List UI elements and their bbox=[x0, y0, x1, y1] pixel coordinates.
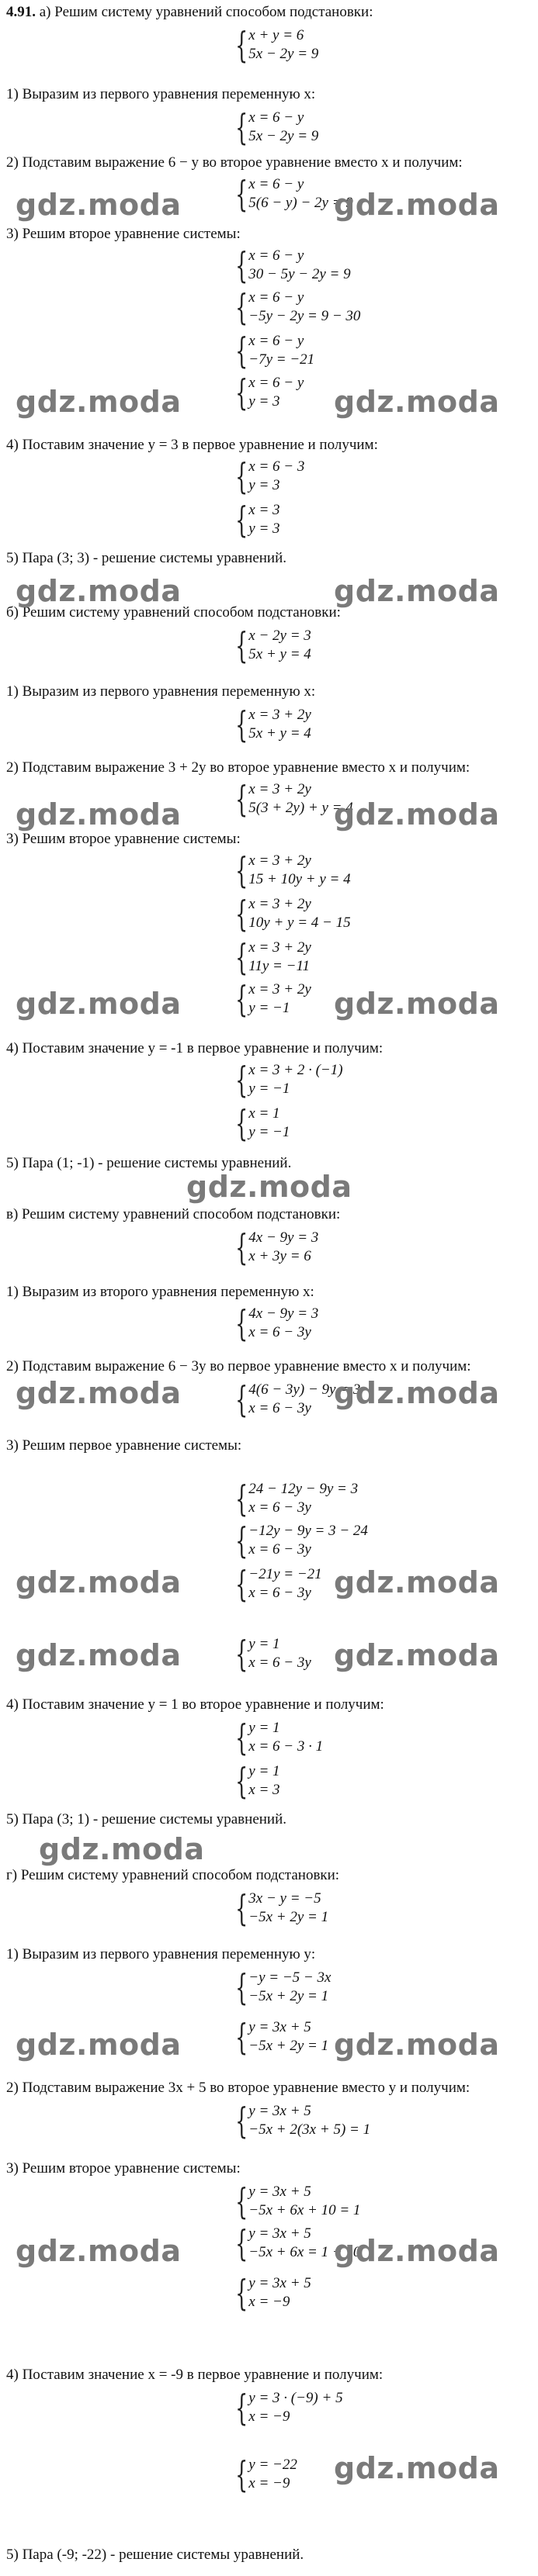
text-line: 1) Выразим из первого уравнения переменную x: bbox=[6, 86, 316, 102]
equation-system bbox=[225, 330, 315, 372]
equation: x = 3 + 2 · (−1) bbox=[248, 1062, 343, 1078]
equation-rows bbox=[248, 332, 314, 369]
equation: y = 3 bbox=[248, 477, 280, 493]
equation-rows bbox=[248, 2102, 370, 2139]
equation-system bbox=[225, 1302, 319, 1344]
brace-icon: { bbox=[235, 330, 248, 372]
brace-icon: { bbox=[235, 624, 248, 666]
equation: y = 3x + 5 bbox=[248, 2103, 311, 2119]
equation-rows bbox=[248, 1719, 323, 1756]
equation: x = 3 bbox=[248, 1782, 280, 1798]
equation-system bbox=[225, 1633, 311, 1675]
equation: x + y = 6 bbox=[248, 27, 304, 43]
watermark: gdz.moda bbox=[16, 1376, 182, 1410]
brace-icon: { bbox=[235, 286, 248, 328]
equation-rows bbox=[248, 939, 311, 976]
text-line: 1) Выразим из первого уравнения переменную x: bbox=[6, 683, 316, 700]
equation: y = 1 bbox=[248, 1636, 280, 1652]
text-line: 3) Решим первое уравнение системы: bbox=[6, 1437, 242, 1454]
equation: x = 6 − y bbox=[248, 375, 304, 391]
equation: 24 − 12y − 9y = 3 bbox=[248, 1481, 359, 1497]
brace-icon: { bbox=[235, 1102, 248, 1144]
equation: −21y = −21 bbox=[248, 1566, 322, 1582]
brace-icon: { bbox=[235, 2016, 248, 2058]
equation-system bbox=[225, 936, 311, 978]
equation-rows bbox=[248, 1105, 290, 1142]
equation: x = 6 − 3 · 1 bbox=[248, 1738, 324, 1755]
problem-statement: а) Решим систему уравнений способом подстановки: bbox=[36, 4, 373, 20]
equation-rows bbox=[248, 895, 350, 932]
equation: −5x + 2y = 1 bbox=[248, 1909, 329, 1925]
equation-system bbox=[225, 106, 319, 148]
equation: x = 3 + 2y bbox=[248, 939, 311, 956]
equation: 5x − 2y = 9 bbox=[248, 46, 319, 62]
equation-system bbox=[225, 2272, 311, 2314]
equation: x = 3 bbox=[248, 502, 280, 518]
watermark: gdz.moda bbox=[334, 2028, 500, 2062]
equation: x = 6 − y bbox=[248, 247, 304, 264]
equation: x = 3 + 2y bbox=[248, 781, 311, 797]
brace-icon: { bbox=[235, 1226, 248, 1268]
watermark: gdz.moda bbox=[334, 1565, 500, 1599]
watermark: gdz.moda bbox=[16, 2028, 182, 2062]
equation: x = 3 + 2y bbox=[248, 707, 311, 723]
brace-icon: { bbox=[235, 849, 248, 891]
equation-rows bbox=[248, 852, 350, 889]
equation: −y = −5 − 3x bbox=[248, 1969, 331, 1986]
text-line: в) Решим систему уравнений способом подстановки: bbox=[6, 1206, 341, 1222]
equation-rows bbox=[248, 1305, 318, 1342]
equation: x = 6 − 3y bbox=[248, 1585, 311, 1601]
watermark: gdz.moda bbox=[16, 797, 182, 832]
equation: x = 6 − y bbox=[248, 289, 304, 306]
brace-icon: { bbox=[235, 173, 248, 215]
equation: x = 6 − 3y bbox=[248, 1324, 311, 1340]
brace-icon: { bbox=[235, 778, 248, 820]
equation: x = 6 − 3y bbox=[248, 1400, 311, 1416]
brace-icon: { bbox=[235, 1966, 248, 2008]
equation-rows bbox=[248, 2183, 360, 2220]
brace-icon: { bbox=[235, 2453, 248, 2495]
equation-system bbox=[225, 1102, 290, 1144]
equation-rows bbox=[248, 289, 360, 326]
equation: 11y = −11 bbox=[248, 958, 311, 974]
watermark: gdz.moda bbox=[334, 574, 500, 608]
brace-icon: { bbox=[235, 2222, 248, 2264]
brace-icon: { bbox=[235, 2272, 248, 2314]
equation-system bbox=[225, 1887, 329, 1929]
equation-system bbox=[225, 980, 311, 1018]
equation: 5(6 − y) − 2y = 9 bbox=[248, 195, 353, 211]
brace-icon: { bbox=[235, 499, 248, 541]
equation-system bbox=[225, 499, 280, 541]
equation: y = 3 bbox=[248, 393, 280, 410]
equation-system bbox=[225, 1762, 280, 1800]
equation-system bbox=[225, 2180, 361, 2222]
equation: −7y = −21 bbox=[248, 351, 315, 368]
brace-icon: { bbox=[235, 1302, 248, 1344]
equation-system bbox=[225, 374, 304, 411]
equation: y = 1 bbox=[248, 1763, 280, 1779]
equation-system bbox=[225, 706, 311, 743]
text-line: 1) Выразим из первого уравнения переменную y: bbox=[6, 1946, 316, 1962]
text-line: 5) Пара (3; 1) - решение системы уравнений. bbox=[6, 1811, 287, 1827]
text-line: 5) Пара (-9; -22) - решение системы уравнений. bbox=[6, 2547, 304, 2563]
brace-icon: { bbox=[235, 704, 248, 745]
equation-system bbox=[225, 2387, 343, 2429]
equation-rows bbox=[248, 706, 311, 743]
equation: x = 6 − y bbox=[248, 176, 304, 192]
equation: y = 3x + 5 bbox=[248, 2019, 311, 2035]
equation-system bbox=[225, 26, 318, 64]
equation: x = 6 − 3y bbox=[248, 1541, 311, 1558]
equation: y = −22 bbox=[248, 2457, 297, 2473]
text-line: 5) Пара (1; -1) - решение системы уравнений. bbox=[6, 1155, 292, 1171]
brace-icon: { bbox=[235, 936, 248, 978]
equation-system bbox=[225, 1719, 323, 1756]
equation: 10y + y = 4 − 15 bbox=[248, 915, 351, 931]
equation-system bbox=[225, 1478, 359, 1520]
brace-icon: { bbox=[235, 372, 248, 413]
equation: 15 + 10y + y = 4 bbox=[248, 871, 351, 887]
text-line: 3) Решим второе уравнение системы: bbox=[6, 2160, 241, 2177]
equation: −5x + 6x + 10 = 1 bbox=[248, 2202, 361, 2218]
watermark: gdz.moda bbox=[334, 188, 500, 222]
equation: −5x + 6x = 1 − 10 bbox=[248, 2244, 361, 2260]
equation: x = −9 bbox=[248, 2475, 290, 2491]
equation-system bbox=[225, 2453, 297, 2495]
text-line: 4) Поставим значение x = -9 в первое уравнение и получим: bbox=[6, 2367, 384, 2383]
equation-rows bbox=[248, 109, 318, 146]
equation-rows bbox=[248, 1762, 279, 1800]
equation-rows bbox=[248, 980, 311, 1018]
equation-rows bbox=[248, 1522, 368, 1559]
equation-rows bbox=[248, 1061, 342, 1098]
equation: x = −9 bbox=[248, 2294, 290, 2310]
equation: 4(6 − 3y) − 9y = 3 bbox=[248, 1381, 361, 1398]
text-line: 4) Поставим значение y = -1 в первое уравнение и получим: bbox=[6, 1040, 384, 1056]
equation-system bbox=[225, 286, 361, 328]
brace-icon: { bbox=[235, 2387, 248, 2429]
equation: 4x − 9y = 3 bbox=[248, 1229, 319, 1246]
equation: x = 6 − y bbox=[248, 333, 304, 349]
brace-icon: { bbox=[235, 1378, 248, 1420]
watermark: gdz.moda bbox=[334, 2451, 500, 2485]
watermark: gdz.moda bbox=[334, 1376, 500, 1410]
equation-rows bbox=[248, 1480, 358, 1517]
brace-icon: { bbox=[235, 978, 248, 1020]
text-line: 4) Поставим значение y = 3 в первое уравнение и получим: bbox=[6, 437, 378, 453]
equation-rows bbox=[248, 458, 304, 495]
watermark: gdz.moda bbox=[334, 1638, 500, 1672]
equation: x = 1 bbox=[248, 1105, 280, 1122]
watermark: gdz.moda bbox=[16, 1638, 182, 1672]
watermark: gdz.moda bbox=[16, 574, 182, 608]
equation: 3x − y = −5 bbox=[248, 1890, 321, 1907]
equation-rows bbox=[248, 1635, 311, 1672]
problem-number: 4.91. bbox=[6, 4, 36, 20]
equation-rows bbox=[248, 627, 311, 664]
watermark: gdz.moda bbox=[16, 385, 182, 419]
equation-rows bbox=[248, 2274, 311, 2311]
text-line: 4) Поставим значение y = 1 во второе уравнение и получим: bbox=[6, 1696, 384, 1713]
equation: 4x − 9y = 3 bbox=[248, 1305, 319, 1322]
watermark: gdz.moda bbox=[16, 987, 182, 1021]
equation: y = 3x + 5 bbox=[248, 2275, 311, 2291]
equation: y = 1 bbox=[248, 1720, 280, 1736]
brace-icon: { bbox=[235, 1059, 248, 1101]
equation: 5x + y = 4 bbox=[248, 725, 311, 742]
equation-system bbox=[225, 244, 351, 286]
equation-system bbox=[225, 1059, 343, 1101]
equation: x = 3 + 2y bbox=[248, 896, 311, 912]
equation-system bbox=[225, 2100, 371, 2142]
equation-system bbox=[225, 1522, 368, 1559]
equation: x + 3y = 6 bbox=[248, 1248, 311, 1264]
brace-icon: { bbox=[235, 893, 248, 935]
equation-rows bbox=[248, 2456, 297, 2493]
equation-system bbox=[225, 1966, 331, 2008]
equation: x = 6 − 3 bbox=[248, 458, 305, 475]
equation: y = −1 bbox=[248, 1000, 290, 1016]
text-line: б) Решим систему уравнений способом подстановки: bbox=[6, 604, 341, 621]
equation-system bbox=[225, 624, 311, 666]
equation-rows bbox=[248, 2018, 328, 2056]
brace-icon: { bbox=[235, 244, 248, 286]
brace-icon: { bbox=[235, 24, 248, 66]
watermark: gdz.moda bbox=[334, 2234, 500, 2268]
text-line: 5) Пара (3; 3) - решение системы уравнений. bbox=[6, 550, 287, 566]
equation: x − 2y = 3 bbox=[248, 628, 311, 644]
watermark: gdz.moda bbox=[334, 797, 500, 832]
equation: x = 6 − 3y bbox=[248, 1499, 311, 1516]
equation-rows bbox=[248, 1969, 331, 2006]
text-line: г) Решим систему уравнений способом подстановки: bbox=[6, 1867, 340, 1883]
equation: x = 3 + 2y bbox=[248, 981, 311, 998]
text-line: 3) Решим второе уравнение системы: bbox=[6, 831, 241, 847]
equation: x = 6 − 3y bbox=[248, 1655, 311, 1671]
watermark: gdz.moda bbox=[39, 1832, 205, 1866]
equation: x = −9 bbox=[248, 2408, 290, 2425]
equation-rows bbox=[248, 1890, 328, 1927]
equation: 30 − 5y − 2y = 9 bbox=[248, 266, 351, 282]
brace-icon: { bbox=[235, 2180, 248, 2222]
text-line bbox=[6, 3, 373, 22]
equation-rows bbox=[248, 501, 279, 538]
watermark: gdz.moda bbox=[334, 987, 500, 1021]
text-line: 2) Подставим выражение 6 − y во второе уравнение вместо x и получим: bbox=[6, 154, 463, 171]
equation: y = 3x + 5 bbox=[248, 2184, 311, 2200]
equation-system bbox=[225, 1565, 322, 1603]
equation-system bbox=[225, 2018, 328, 2056]
text-line: 2) Подставим выражение 3x + 5 во второе уравнение вместо y и получим: bbox=[6, 2080, 470, 2096]
brace-icon: { bbox=[235, 1717, 248, 1758]
equation-system bbox=[225, 455, 305, 497]
equation-rows bbox=[248, 1229, 318, 1266]
equation: y = 3x + 5 bbox=[248, 2225, 311, 2242]
watermark: gdz.moda bbox=[16, 2234, 182, 2268]
equation: −5x + 2(3x + 5) = 1 bbox=[248, 2121, 371, 2138]
brace-icon: { bbox=[235, 1887, 248, 1929]
equation-rows bbox=[248, 247, 350, 284]
equation-rows bbox=[248, 26, 318, 64]
equation-rows bbox=[248, 1565, 321, 1603]
equation: y = −1 bbox=[248, 1081, 290, 1097]
equation: −5y − 2y = 9 − 30 bbox=[248, 308, 361, 324]
equation: x = 6 − y bbox=[248, 109, 304, 126]
equation: y = 3 · (−9) + 5 bbox=[248, 2390, 343, 2406]
brace-icon: { bbox=[235, 1563, 248, 1605]
text-line: 2) Подставим выражение 6 − 3y во первое уравнение вместо x и получим: bbox=[6, 1358, 471, 1374]
brace-icon: { bbox=[235, 455, 248, 497]
equation-rows bbox=[248, 374, 304, 411]
equation: −5x + 2y = 1 bbox=[248, 1988, 329, 2004]
brace-icon: { bbox=[235, 2100, 248, 2142]
equation: −5x + 2y = 1 bbox=[248, 2038, 329, 2054]
text-line: 1) Выразим из второго уравнения переменную x: bbox=[6, 1284, 314, 1300]
equation-system bbox=[225, 849, 351, 891]
equation: x = 3 + 2y bbox=[248, 852, 311, 869]
brace-icon: { bbox=[235, 1633, 248, 1675]
text-line: 3) Решим второе уравнение системы: bbox=[6, 226, 241, 242]
watermark: gdz.moda bbox=[16, 188, 182, 222]
watermark: gdz.moda bbox=[186, 1170, 352, 1204]
equation-system bbox=[225, 893, 351, 935]
text-line: 2) Подставим выражение 3 + 2y во второе уравнение вместо x и получим: bbox=[6, 759, 470, 776]
brace-icon: { bbox=[235, 1520, 248, 1561]
equation: 5(3 + 2y) + y = 4 bbox=[248, 800, 353, 816]
equation: −12y − 9y = 3 − 24 bbox=[248, 1523, 368, 1539]
brace-icon: { bbox=[235, 106, 248, 148]
equation-system bbox=[225, 1226, 319, 1268]
watermark: gdz.moda bbox=[16, 1565, 182, 1599]
brace-icon: { bbox=[235, 1478, 248, 1520]
equation-rows bbox=[248, 2389, 342, 2426]
equation: y = 3 bbox=[248, 520, 280, 537]
equation: y = −1 bbox=[248, 1124, 290, 1140]
equation: 5x − 2y = 9 bbox=[248, 128, 319, 144]
equation: 5x + y = 4 bbox=[248, 646, 311, 662]
brace-icon: { bbox=[235, 1760, 248, 1802]
watermark: gdz.moda bbox=[334, 385, 500, 419]
